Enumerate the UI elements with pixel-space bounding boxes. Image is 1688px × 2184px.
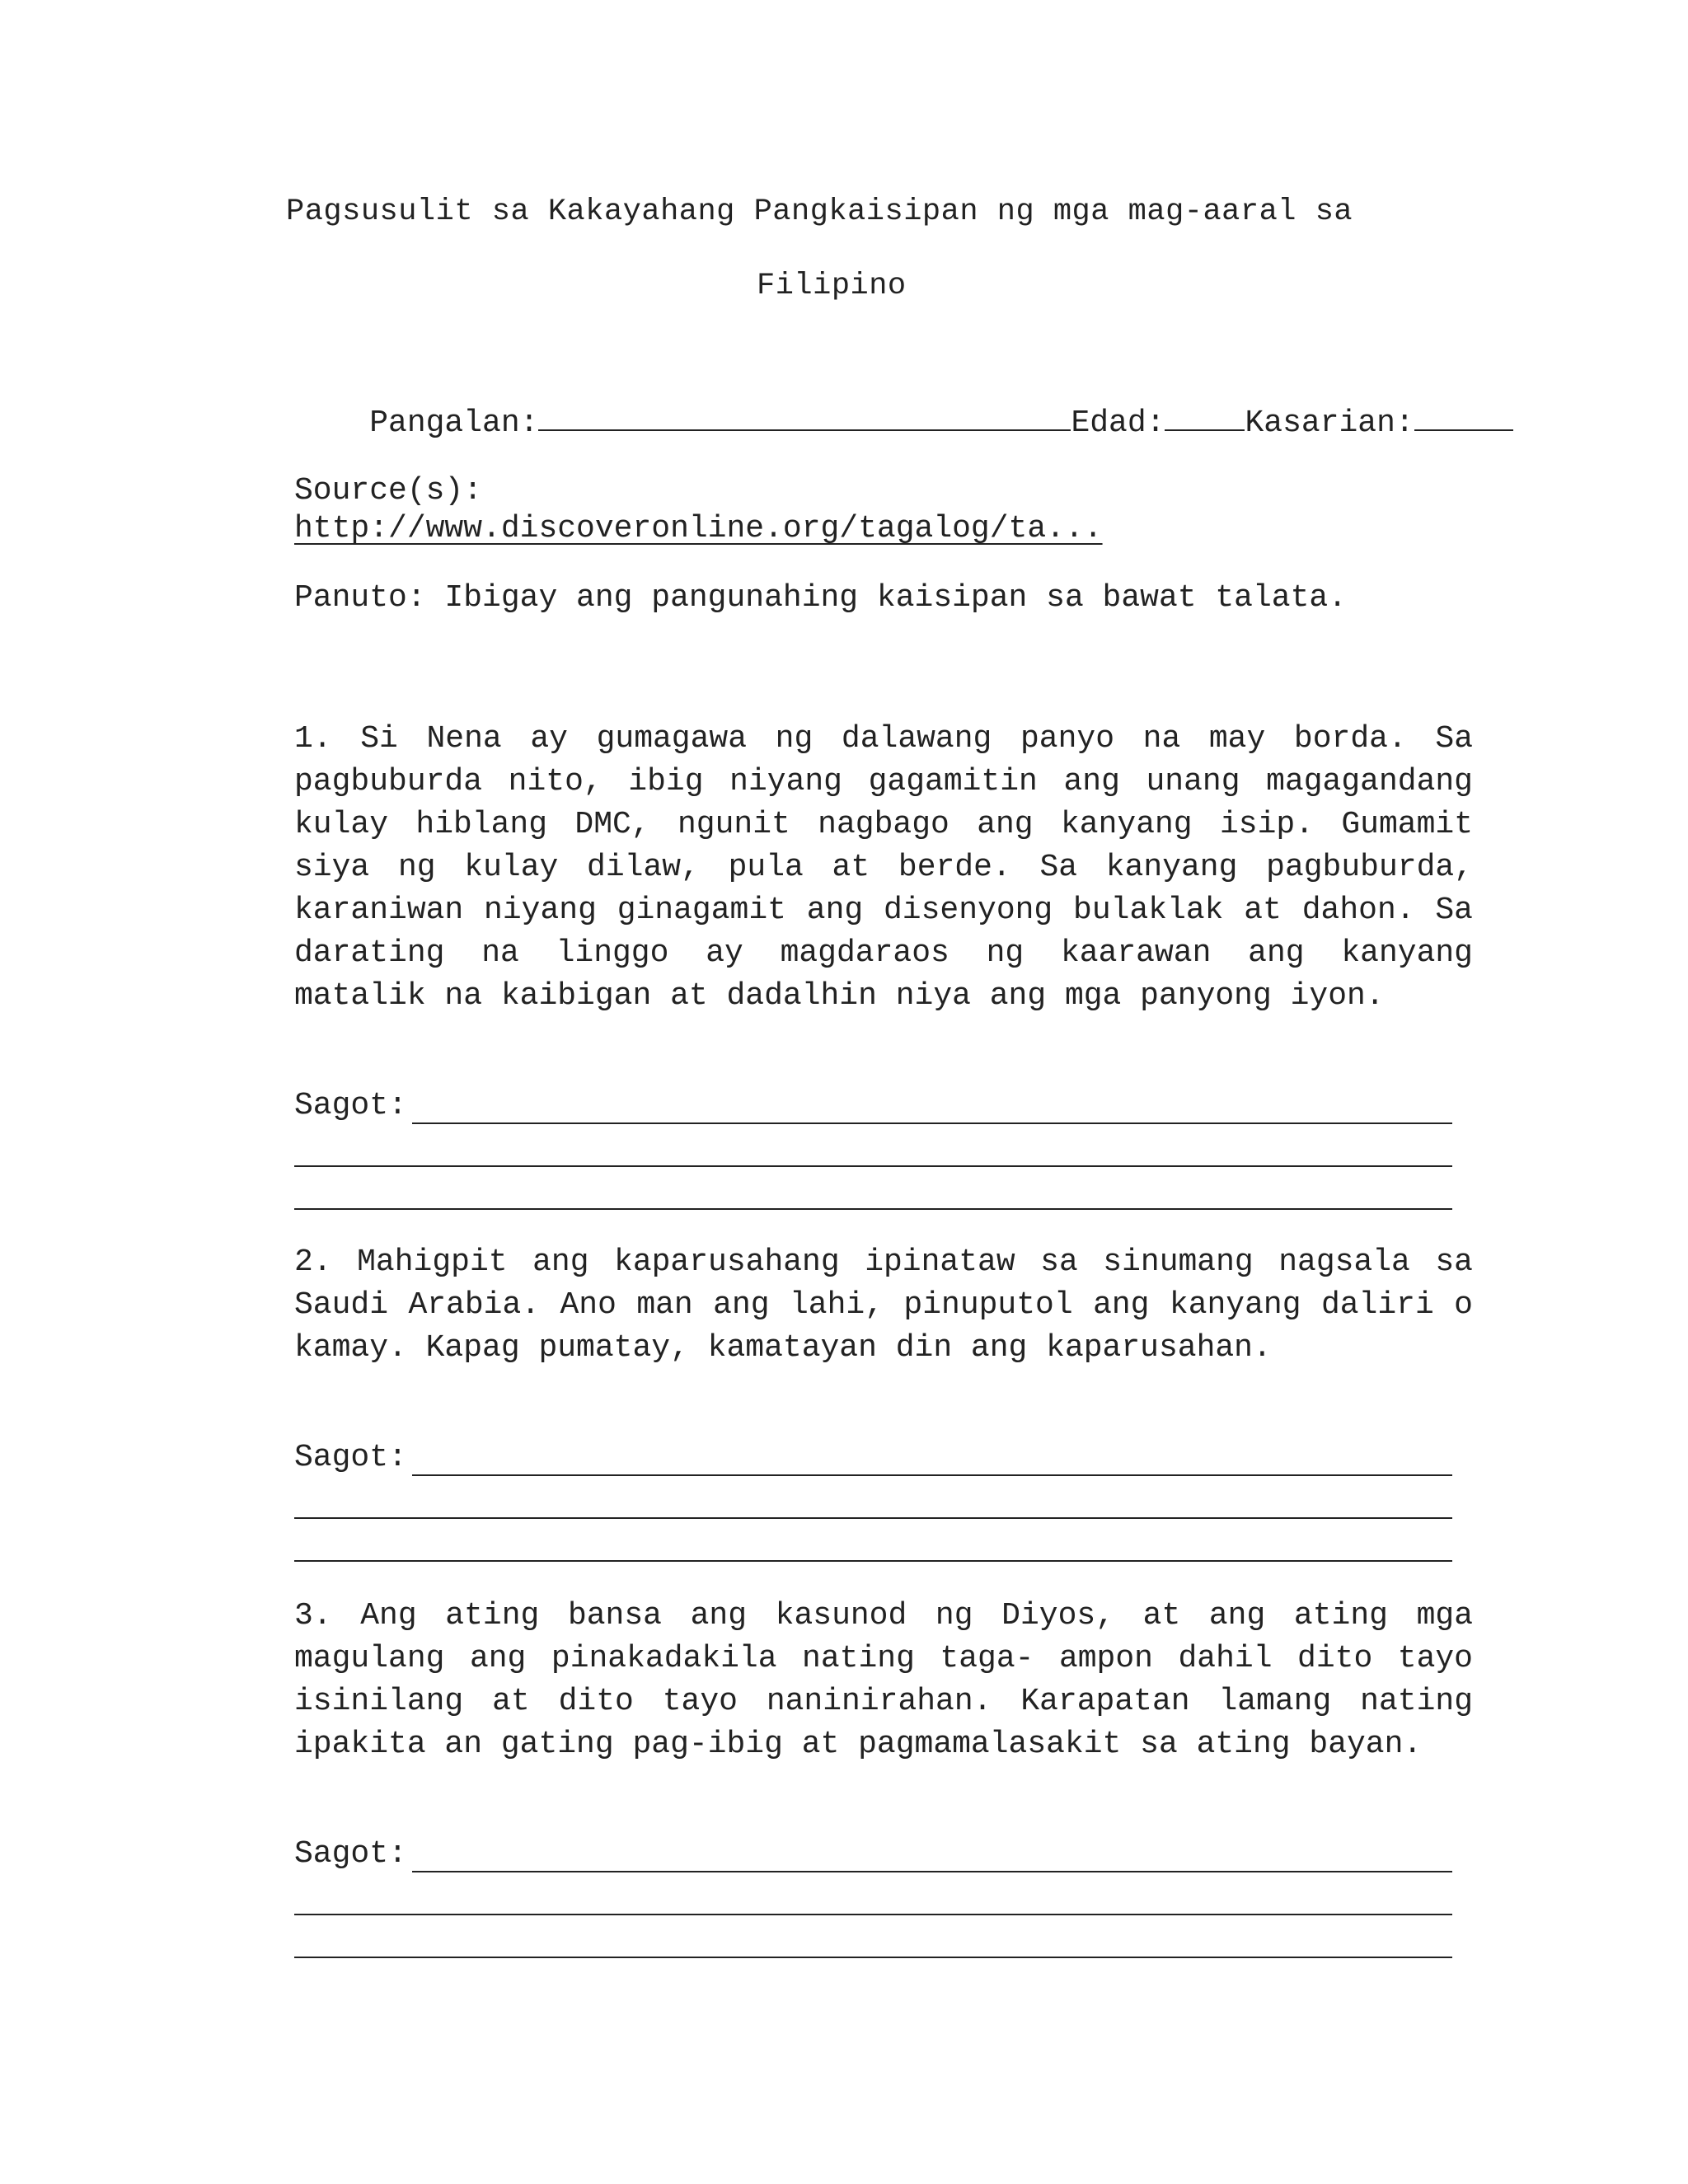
answer-3-line-1[interactable] xyxy=(412,1871,1452,1872)
age-label: Edad: xyxy=(1071,405,1165,441)
answer-1-line-3[interactable] xyxy=(294,1208,1452,1210)
title-line-2: Filipino xyxy=(757,269,907,303)
age-blank[interactable] xyxy=(1165,405,1245,431)
answer-1-label: Sagot: xyxy=(294,1088,407,1123)
answer-3-line-3[interactable] xyxy=(294,1957,1452,1958)
instruction-text: Panuto: Ibigay ang pangunahing kaisipan sa bawat talata. xyxy=(294,580,1348,616)
title-line-1: Pagsusulit sa Kakayahang Pangkaisipan ng mga mag-aaral sa xyxy=(286,194,1353,229)
source-label: Source(s): xyxy=(294,473,483,509)
answer-3-line-2[interactable] xyxy=(294,1914,1452,1915)
answer-3-label: Sagot: xyxy=(294,1836,407,1872)
answer-1-line-1[interactable] xyxy=(412,1122,1452,1124)
answer-1-line-2[interactable] xyxy=(294,1165,1452,1167)
answer-2-line-2[interactable] xyxy=(294,1517,1452,1519)
answer-2-label: Sagot: xyxy=(294,1440,407,1475)
question-1-paragraph: 1. Si Nena ay gumagawa ng dalawang panyo na may borda. Sa pagbuburda nito, ibig niyang gagamitin ang unang magagandang kulay hiblang DMC, ngunit nagbago ang kanyang isip. Gumamit siya ng kulay dilaw, pula at berde. Sa kanyang pagbuburda, karaniwan niyang ginagamit ang disenyong bulaklak at dahon. Sa darating na linggo ay magdaraos ng kaarawan ang kanyang matalik na kaibigan at dadalhin niya ang mga panyong iyon. xyxy=(294,721,1473,1014)
name-blank[interactable] xyxy=(538,405,1071,431)
student-info-row xyxy=(294,369,1513,476)
answer-2-line-3[interactable] xyxy=(294,1560,1452,1562)
name-label: Pangalan: xyxy=(369,405,539,441)
sex-label: Kasarian: xyxy=(1245,405,1414,441)
question-3-paragraph: 3. Ang ating bansa ang kasunod ng Diyos, at ang ating mga magulang ang pinakadakila nating taga- ampon dahil dito tayo isinilang at dito tayo naninirahan. Karapatan lamang nating ipakita an gating pag-ibig at pagmamalasakit sa ating bayan. xyxy=(294,1598,1473,1762)
answer-2-line-1[interactable] xyxy=(412,1474,1452,1476)
source-link[interactable]: http://www.discoveronline.org/tagalog/ta... xyxy=(294,511,1103,546)
sex-blank[interactable] xyxy=(1414,405,1513,431)
question-2-paragraph: 2. Mahigpit ang kaparusahang ipinataw sa sinumang nagsala sa Saudi Arabia. Ano man ang lahi, pinuputol ang kanyang daliri o kamay. Kapag pumatay, kamatayan din ang kaparusahan. xyxy=(294,1244,1473,1366)
